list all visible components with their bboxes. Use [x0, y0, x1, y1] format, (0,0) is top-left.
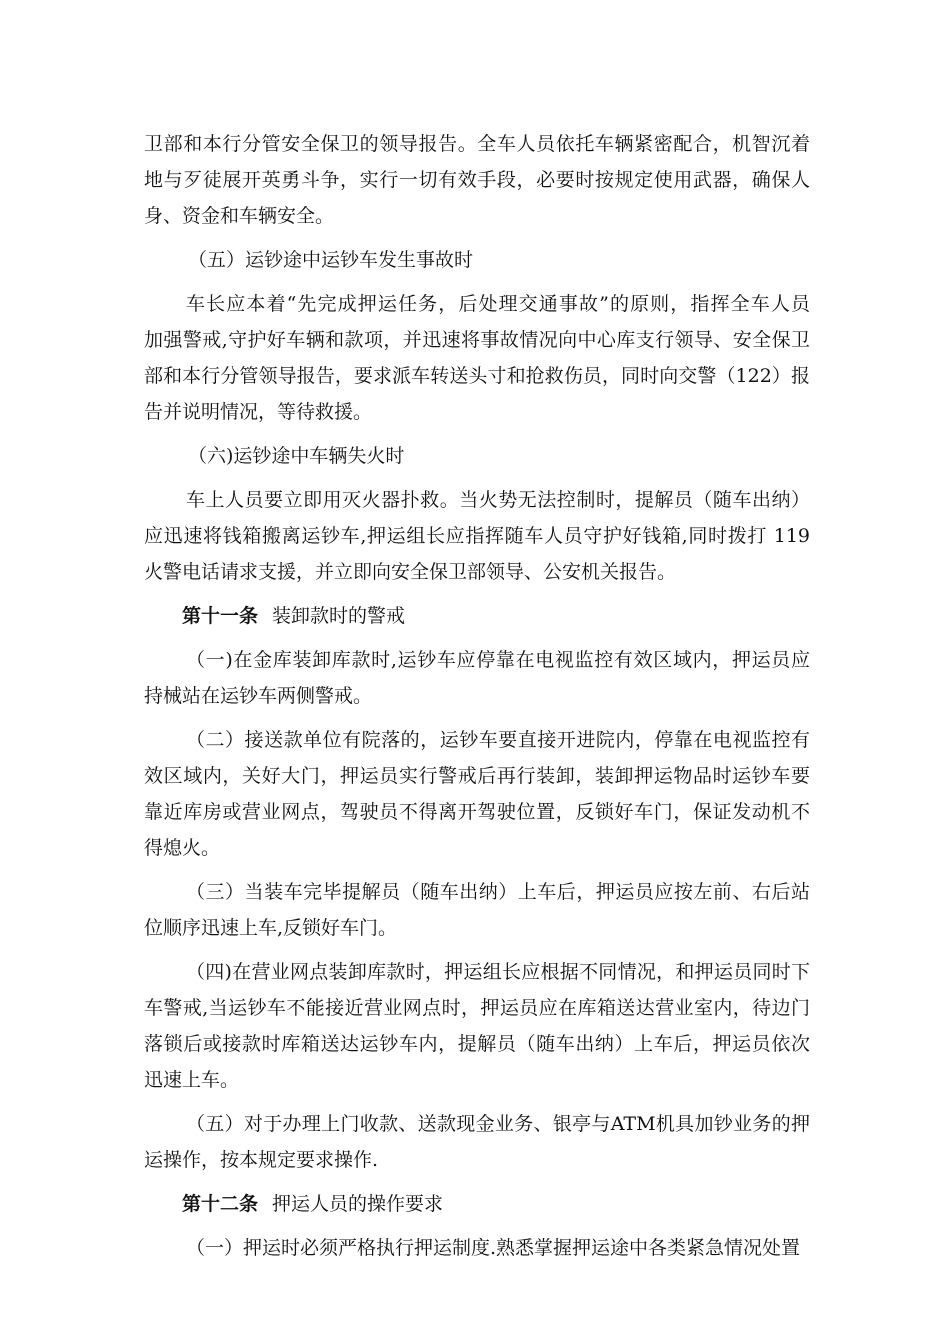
text-line: （五）运钞途中运钞车发生事故时 — [188, 249, 474, 271]
text-line: （五）对于办理上门收款、送款现金业务、银亭与ATM机具加钞业务的押 — [186, 1113, 810, 1135]
paragraph — [144, 722, 810, 866]
article-number: 第十二条 — [182, 1193, 259, 1215]
paragraph-gap — [144, 866, 810, 874]
paragraph — [144, 482, 810, 590]
paragraph-gap — [144, 590, 810, 598]
article-heading-line — [144, 1186, 810, 1222]
paragraph — [144, 286, 810, 430]
paragraph — [144, 1106, 810, 1178]
text-line: 火警电话请求支援，并立即向安全保卫部领导、公安机关报告。 — [144, 561, 677, 583]
paragraph-gap — [144, 1098, 810, 1106]
paragraph-gap — [144, 278, 810, 286]
document-body — [144, 126, 810, 1266]
article-heading — [144, 1186, 810, 1222]
paragraph-gap — [144, 1222, 810, 1230]
text-line: 身、资金和车辆安全。 — [144, 205, 335, 227]
text-line: 迅速上车。 — [144, 1069, 240, 1091]
paragraph-gap — [144, 634, 810, 642]
text-line: 效区域内，关好大门，押运员实行警戒后再行装卸，装卸押运物品时运钞车要 — [144, 765, 810, 787]
paragraph-gap — [144, 1178, 810, 1186]
text-line: （一）押运时必须严格执行押运制度.熟悉掌握押运途中各类紧急情况处置 — [186, 1237, 801, 1259]
text-line: 车长应本着“先完成押运任务，后处理交通事故”的原则，指挥全车人员 — [186, 293, 810, 315]
paragraph — [144, 642, 810, 714]
article-title: 装卸款时的警戒 — [272, 605, 406, 627]
paragraph — [144, 1230, 810, 1266]
paragraph-gap — [144, 430, 810, 438]
text-line: 加强警戒,守护好车辆和款项，并迅速将事故情况向中心库支行领导、安全保卫 — [144, 329, 810, 351]
text-line: 地与歹徒展开英勇斗争，实行一切有效手段，必要时按规定使用武器，确保人 — [144, 169, 810, 191]
text-line: 落锁后或接款时库箱送达运钞车内，提解员（随车出纳）上车后，押运员依次 — [144, 1033, 810, 1055]
text-line: 应迅速将钱箱搬离运钞车,押运组长应指挥随车人员守护好钱箱,同时拨打 119 — [144, 525, 810, 547]
subsection-title — [144, 438, 810, 474]
text-line: （六)运钞途中车辆失火时 — [188, 445, 405, 467]
paragraph — [144, 126, 810, 234]
subsection-title — [144, 242, 810, 278]
text-line: 靠近库房或营业网点，驾驶员不得离开驾驶位置，反锁好车门，保证发动机不 — [144, 801, 810, 823]
text-line: （三）当装车完毕提解员（随车出纳）上车后，押运员应按左前、右后站 — [186, 881, 810, 903]
article-heading-line — [144, 598, 810, 634]
paragraph-gap — [144, 474, 810, 482]
text-line: 车警戒,当运钞车不能接近营业网点时，押运员应在库箱送达营业室内，待边门 — [144, 997, 810, 1019]
text-line: 得熄火。 — [144, 837, 221, 859]
article-number: 第十一条 — [182, 605, 259, 627]
text-line: （一)在金库装卸库款时,运钞车应停靠在电视监控有效区域内，押运员应 — [186, 649, 810, 671]
text-line: 位顺序迅速上车,反锁好车门。 — [144, 917, 398, 939]
text-line: 告并说明情况，等待救援。 — [144, 401, 373, 423]
paragraph — [144, 954, 810, 1098]
text-line: 部和本行分管领导报告，要求派车转送头寸和抢救伤员，同时向交警（122）报 — [144, 365, 810, 387]
paragraph-gap — [144, 234, 810, 242]
article-title: 押运人员的操作要求 — [272, 1193, 444, 1215]
paragraph-gap — [144, 946, 810, 954]
text-line: 持械站在运钞车两侧警戒。 — [144, 685, 373, 707]
text-line: （四)在营业网点装卸库款时，押运组长应根据不同情况，和押运员同时下 — [186, 961, 810, 983]
paragraph — [144, 874, 810, 946]
article-heading — [144, 598, 810, 634]
text-line: 车上人员要立即用灭火器扑救。当火势无法控制时，提解员（随车出纳） — [186, 489, 810, 511]
paragraph-gap — [144, 714, 810, 722]
text-line: 卫部和本行分管安全保卫的领导报告。全车人员依托车辆紧密配合，机智沉着 — [144, 133, 810, 155]
text-line: 运操作，按本规定要求操作. — [144, 1149, 379, 1171]
document-page — [144, 126, 810, 1266]
text-line: （二）接送款单位有院落的，运钞车要直接开进院内，停靠在电视监控有 — [186, 729, 810, 751]
